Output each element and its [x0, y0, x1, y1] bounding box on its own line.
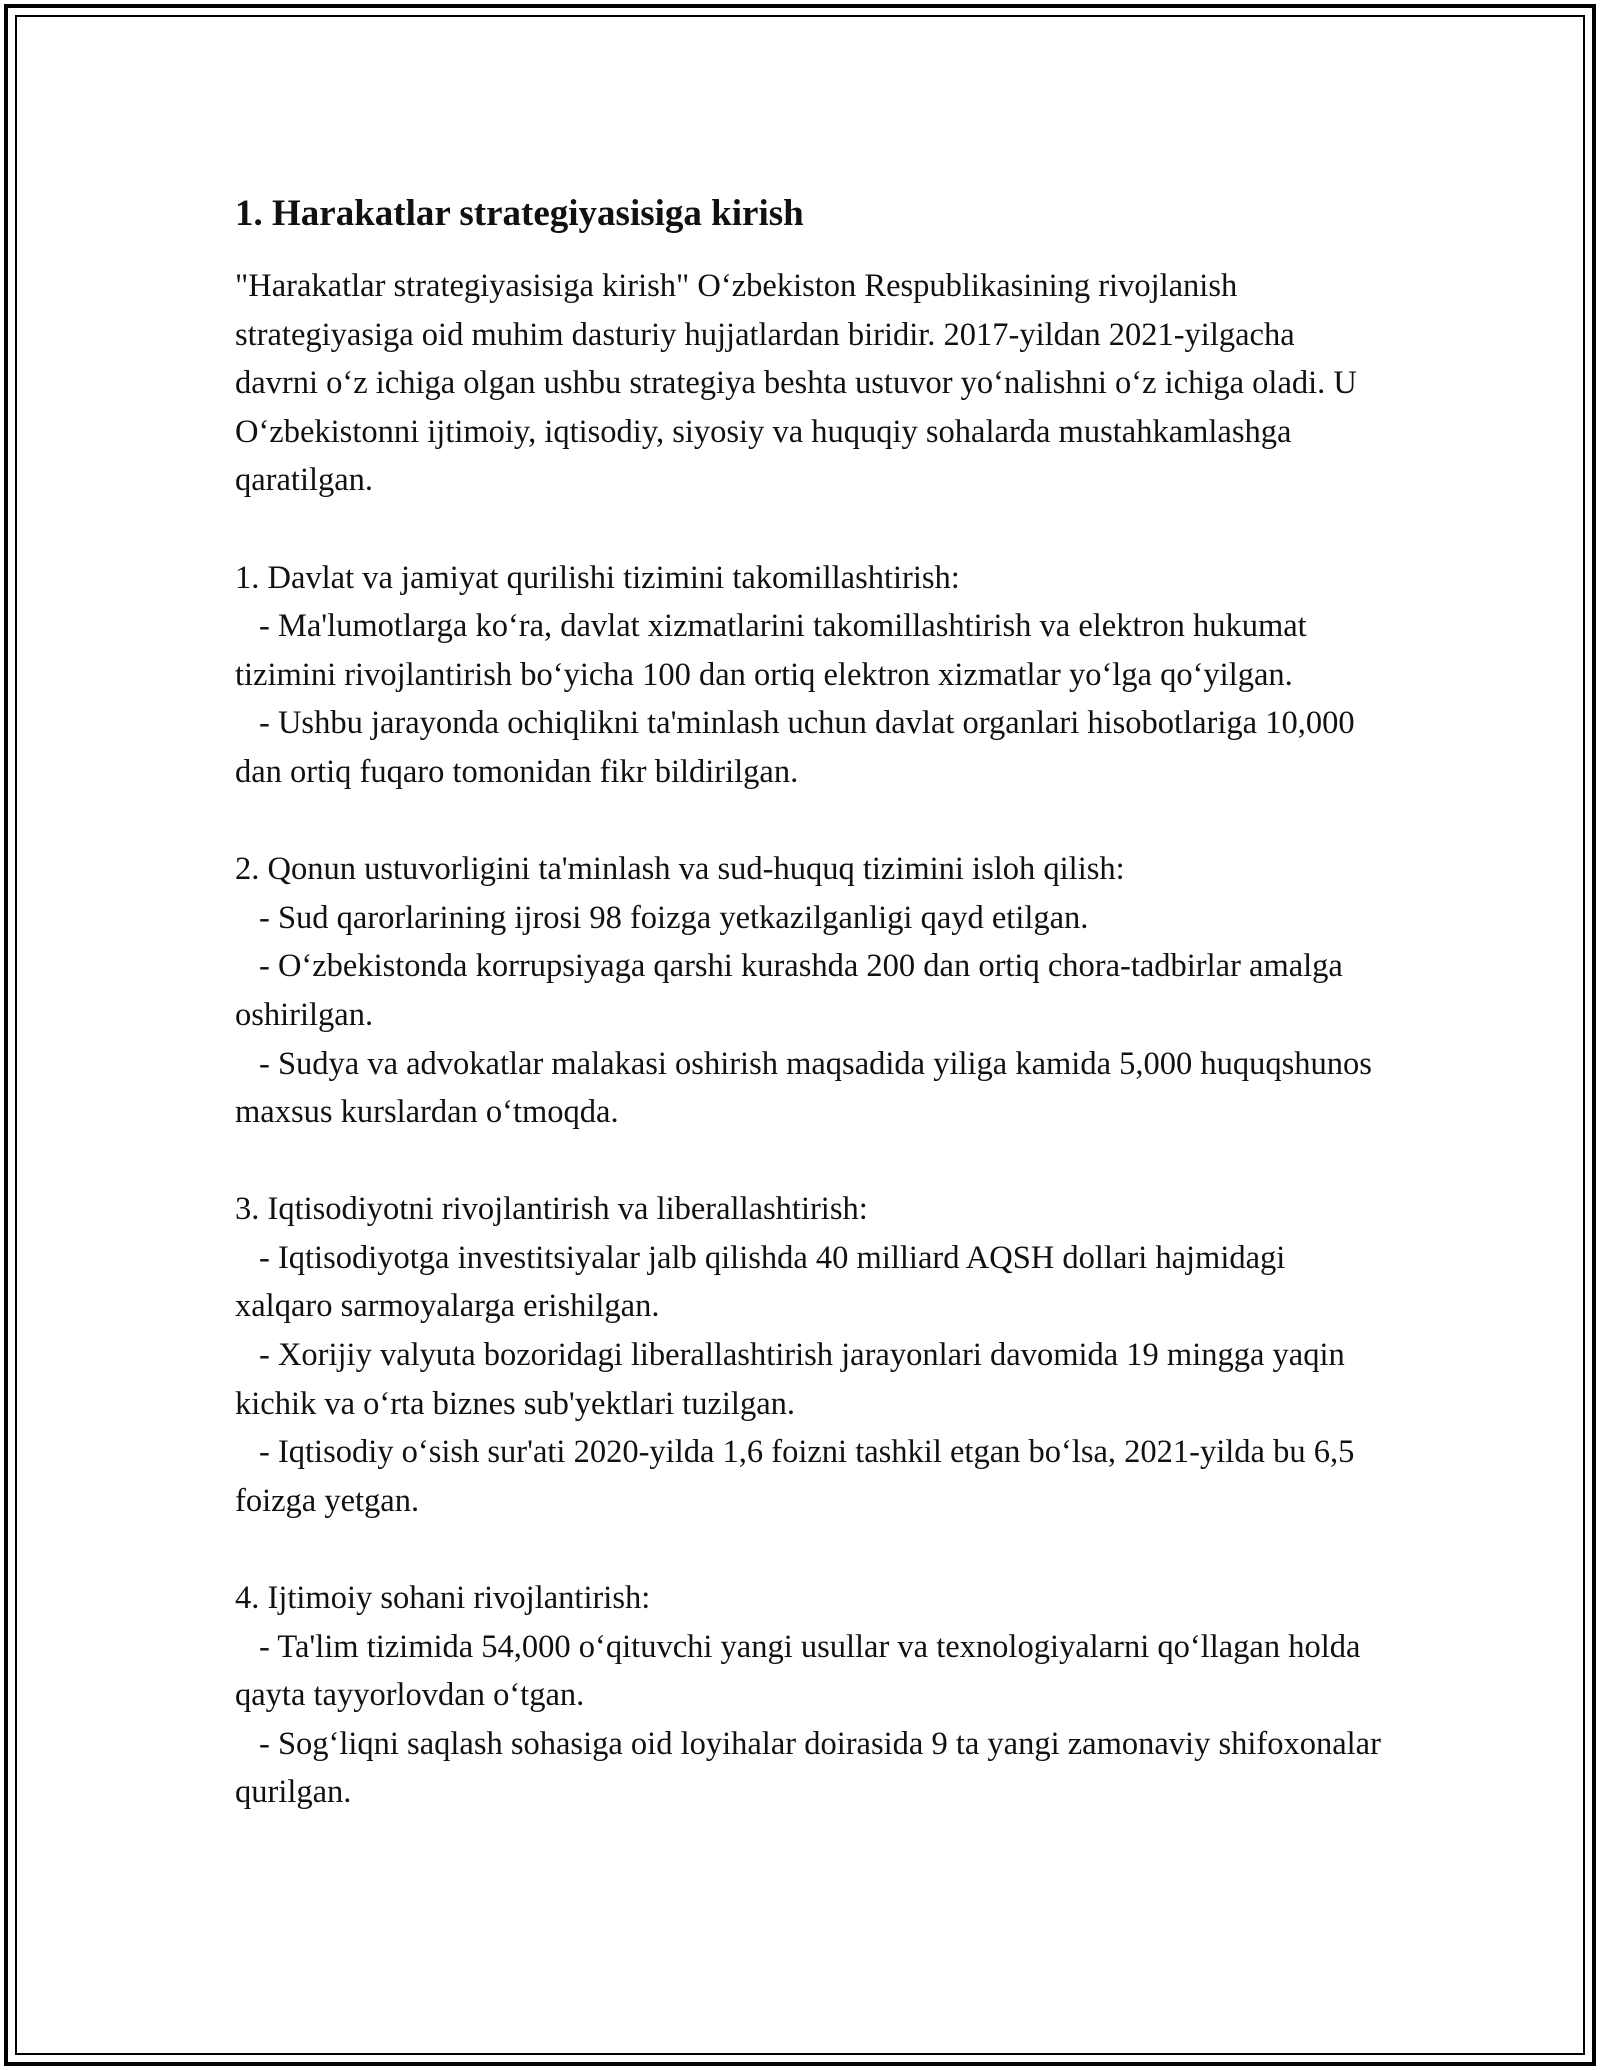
section-3: [235, 1185, 1385, 1525]
list-item: - Ma'lumotlarga ko‘ra, davlat xizmatlarini takomillashtirish va elektron hukumat tizimini rivojlantirish bo‘yicha 100 dan ortiq elektron xizmatlar yo‘lga qo‘yilgan.: [235, 608, 1307, 693]
list-item: - Xorijiy valyuta bozoridagi liberallashtirish jarayonlari davomida 19 mingga yaqin kichik va o‘rta biznes sub'yektlari tuzilgan.: [235, 1337, 1345, 1422]
spacer: [235, 1137, 1385, 1186]
spacer: [235, 797, 1385, 846]
list-item: - O‘zbekistonda korrupsiyaga qarshi kurashda 200 dan ortiq chora-tadbirlar amalga oshirilgan.: [235, 948, 1343, 1033]
section-4: [235, 1574, 1385, 1817]
list-item: - Iqtisodiy o‘sish sur'ati 2020-yilda 1,6 foizni tashkil etgan bo‘lsa, 2021-yilda bu 6,5 foizga yetgan.: [235, 1434, 1355, 1519]
list-item: - Sog‘liqni saqlash sohasiga oid loyihalar doirasida 9 ta yangi zamonaviy shifoxonalar qurilgan.: [235, 1725, 1381, 1811]
section-heading: 4. Ijtimoiy sohani rivojlantirish:: [235, 1580, 651, 1617]
section-heading: 2. Qonun ustuvorligini ta'minlash va sud-huquq tizimini isloh qilish:: [235, 851, 1125, 888]
section-1: [235, 554, 1385, 797]
section-2: [235, 845, 1385, 1137]
list-item: - Sudya va advokatlar malakasi oshirish maqsadida yiliga kamida 5,000 huquqshunos maxsus kurslardan o‘tmoqda.: [235, 1045, 1372, 1131]
section-heading: 3. Iqtisodiyotni rivojlantirish va liberallashtirish:: [235, 1191, 868, 1228]
list-item: - Ushbu jarayonda ochiqlikni ta'minlash uchun davlat organlari hisobotlariga 10,000 dan ortiq fuqaro tomonidan fikr bildirilgan.: [235, 705, 1355, 790]
list-item: - Iqtisodiyotga investitsiyalar jalb qilishda 40 milliard AQSH dollari hajmidagi xalqaro sarmoyalarga erishilgan.: [235, 1239, 1286, 1325]
spacer: [235, 505, 1385, 554]
list-item: - Ta'lim tizimida 54,000 o‘qituvchi yangi usullar va texnologiyalarni qo‘llagan holda qayta tayyorlovdan o‘tgan.: [235, 1628, 1361, 1714]
document-body: [235, 190, 1385, 1817]
spacer: [235, 1525, 1385, 1574]
intro-paragraph: "Harakatlar strategiyasisiga kirish" O‘zbekiston Respublikasining rivojlanish strategiyasiga oid muhim dasturiy hujjatlardan biridir. 2017-yildan 2021-yilgacha davrni o‘z ichiga olgan ushbu strategiya beshta ustuvor yo‘nalishni o‘z ichiga oladi. U O‘zbekistonni ijtimoiy, iqtisodiy, siyosiy va huquqiy sohalarda mustahkamlashga qaratilgan.: [235, 268, 1357, 499]
list-item: - Sud qarorlarining ijrosi 98 foizga yetkazilganligi qayd etilgan.: [259, 899, 1089, 936]
document-title: 1. Harakatlar strategiyasisiga kirish: [235, 193, 804, 234]
section-heading: 1. Davlat va jamiyat qurilishi tizimini takomillashtirish:: [235, 559, 960, 596]
